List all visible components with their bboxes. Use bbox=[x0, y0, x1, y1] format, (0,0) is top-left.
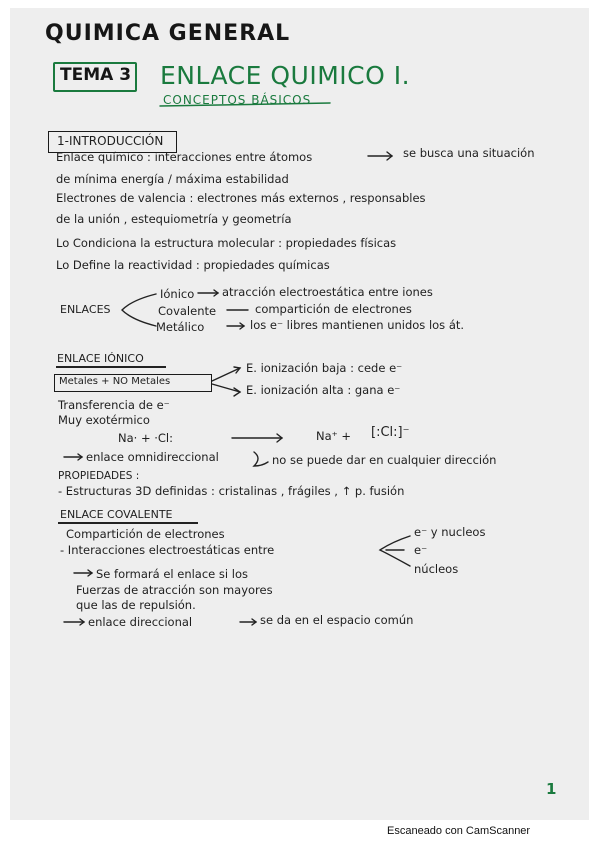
covalente-line-note: se da en el espacio común bbox=[260, 613, 414, 627]
props-line: - Estructuras 3D definidas : cristalinas , frágiles , ↑ p. fusión bbox=[58, 484, 405, 498]
ionico-branch: E. ionización alta : gana e⁻ bbox=[246, 383, 401, 397]
enlace-desc: los e⁻ libres mantienen unidos los át. bbox=[250, 318, 465, 332]
reaction-product-cl: [:Cl:]⁻ bbox=[371, 425, 410, 440]
covalente-line: enlace direccional bbox=[88, 615, 193, 629]
ionico-heading: ENLACE IÓNICO bbox=[57, 352, 144, 365]
ionico-direction: enlace omnidireccional bbox=[86, 450, 219, 464]
covalente-heading: ENLACE COVALENTE bbox=[60, 508, 173, 521]
enlace-type: Metálico bbox=[156, 320, 205, 334]
enlace-desc: compartición de electrones bbox=[255, 302, 412, 316]
brace-covalente bbox=[380, 536, 410, 566]
reaction-reactant: Na· + ·Cl: bbox=[118, 431, 174, 445]
props-heading: PROPIEDADES : bbox=[58, 470, 140, 482]
camscanner-footer: Escaneado con CamScanner bbox=[387, 825, 531, 837]
covalente-underline bbox=[58, 522, 198, 524]
intro-line: Enlace químico : interacciones entre átomos bbox=[56, 150, 313, 164]
intro-line: se busca una situación bbox=[403, 146, 535, 160]
intro-line: Electrones de valencia : electrones más externos , responsables bbox=[56, 191, 426, 205]
enlace-type: Iónico bbox=[160, 287, 195, 301]
intro-heading: 1-INTRODUCCIÓN bbox=[57, 134, 164, 148]
enlace-desc: atracción electroestática entre iones bbox=[222, 285, 433, 299]
enlace-type: Covalente bbox=[158, 304, 217, 318]
ionico-underline bbox=[56, 366, 166, 368]
enlaces-label: ENLACES bbox=[60, 303, 111, 316]
reaction-product-na: Na⁺ + bbox=[316, 429, 352, 443]
covalente-line: Se formará el enlace si los bbox=[96, 567, 248, 581]
covalente-line: que las de repulsión. bbox=[76, 598, 196, 612]
branch-ionico bbox=[212, 368, 240, 381]
covalente-line: - Interacciones electroestáticas entre bbox=[60, 543, 275, 557]
metales-text: Metales + NO Metales bbox=[59, 376, 171, 387]
intro-line: Lo Condiciona la estructura molecular : propiedades físicas bbox=[56, 236, 397, 250]
covalente-branch: núcleos bbox=[414, 562, 459, 576]
topic-title: ENLACE QUIMICO I. bbox=[160, 61, 411, 90]
ionico-line: Muy exotérmico bbox=[58, 413, 150, 427]
intro-line: de la unión , estequiometría y geometría bbox=[56, 212, 292, 226]
tema-label: TEMA 3 bbox=[60, 65, 132, 85]
intro-line: Lo Define la reactividad : propiedades químicas bbox=[56, 258, 330, 272]
ionico-direction-note: no se puede dar en cualquier dirección bbox=[272, 453, 497, 467]
covalente-line: Fuerzas de atracción son mayores bbox=[76, 583, 273, 597]
covalente-branch: e⁻ y nucleos bbox=[414, 525, 486, 539]
covalente-branch: e⁻ bbox=[414, 543, 428, 557]
ionico-branch: E. ionización baja : cede e⁻ bbox=[246, 361, 403, 375]
ionico-line: Transferencia de e⁻ bbox=[58, 398, 170, 412]
page-title: QUIMICA GENERAL bbox=[45, 21, 291, 46]
intro-line: de mínima energía / máxima estabilidad bbox=[56, 172, 289, 186]
page-number: 1 bbox=[546, 780, 557, 798]
brace-enlaces bbox=[122, 294, 156, 326]
topic-subtitle: CONCEPTOS BÁSICOS bbox=[163, 93, 312, 107]
covalente-line: Compartición de electrones bbox=[66, 527, 225, 541]
